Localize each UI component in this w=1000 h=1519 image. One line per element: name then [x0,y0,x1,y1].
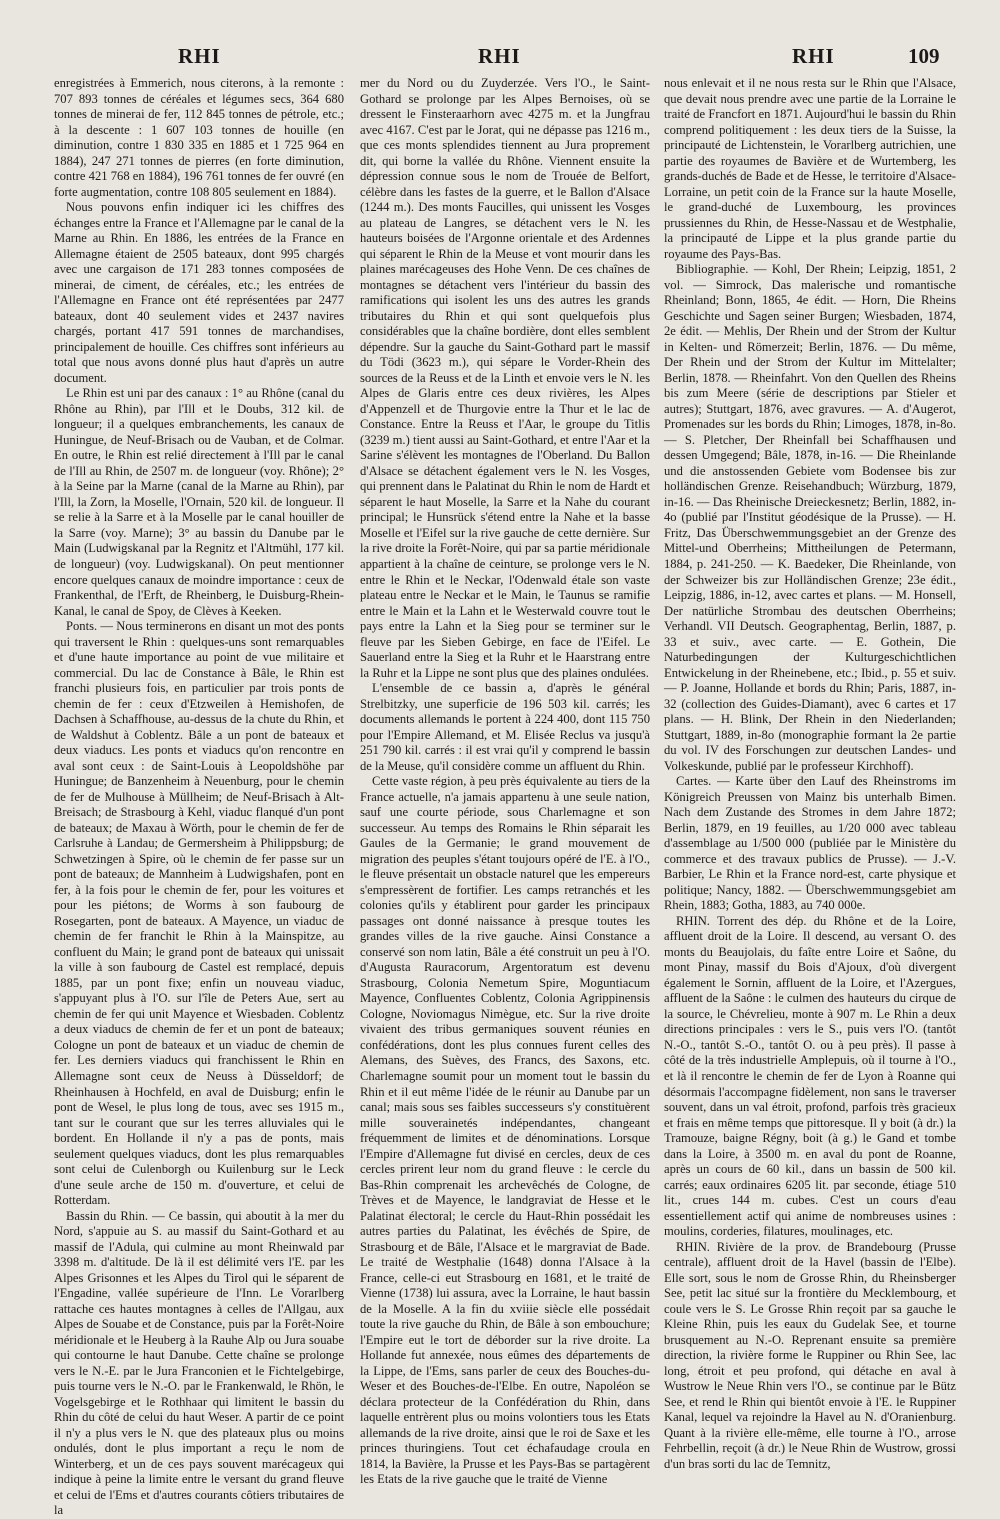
paragraph: Cette vaste région, à peu près équivalente au tiers de la France actuelle, n'a jamais appartenu à une seule nation, sauf une courte période, sous Charlemagne et son successeur. Au temps des Romains le Rhin séparait les Gaules de la Germanie; le grand mouvement de migration des peuples s'étant toujours opéré de l'E. à l'O., le fleuve présentait un obstacle naturel que les empereurs s'empressèrent de fortifier. Les camps retranchés et les colonies qu'ils y établirent pour garder les principaux passages ont donné naissance à presque toutes les grandes villes de la rive gauche. Ainsi Constance a conservé son nom latin, Bâle a été construit un peu à l'O. d'Augusta Rauracorum, Argentoratum est devenu Strasbourg, Colonia Nemetum Spire, Moguntiacum Mayence, Confluentes Coblentz, Colonia Agrippinensis Cologne, Noviomagus Nimègue, etc. Sur la rive droite vivaient des tribus germaniques souvent réunies en confédérations, dont les plus connues furent celles des Alemans, des Suèves, des Francs, des Saxons, etc. Charlemagne soumit pour un moment tout le bassin du Rhin et il eut même l'idée de le réunir au Danube par un canal; mais sous ses faibles successeurs s'y constituèrent mille souverainetés indépendantes, changeant fréquemment de limites et de dénominations. Lorsque l'Empire d'Allemagne fut divisé en cercles, deux de ces cercles prirent leur nom du grand fleuve : le cercle du Bas-Rhin comprenait les archevêchés de Cologne, de Trèves et de Mayence, le landgraviat de Hesse et le Palatinat électoral; le cercle du Haut-Rhin possédait les autres parties du Palatinat, les évêchés de Spire, de Strasbourg et de Bâle, l'Alsace et le margraviat de Bade. Le traité de Westphalie (1648) donna l'Alsace à la France, celle-ci eut Strasbourg en 1681, et le traité de Vienne (1738) lui assura, avec la Lorraine, le haut bassin de la Moselle. A la fin du xviiie siècle elle possédait toute la rive gauche du Rhin, de Bâle à son embouchure; l'Empire eut le tort de déborder sur la rive droite. La Hollande fut annexée, nous eûmes des départements de la Lippe, de l'Ems, sans parler de ceux des Bouches-du-Weser et des Bouches-de-l'Elbe. En outre, Napoléon se déclara protecteur de la Confédération du Rhin, dans laquelle entrèrent plus ou moins volontiers tous les Etats allemands de la rive droite, ainsi que le roi de Saxe et les princes thuringiens. Tout cet échafaudage croula en 1814, la Bavière, la Prusse et les Pays-Bas se partagèrent les Etats de la rive gauche que le traité de Vienne [360,774,650,1487]
paragraph: mer du Nord ou du Zuyderzée. Vers l'O., le Saint-Gothard se prolonge par les Alpes Bernoises, où se dressent le Finsteraarhorn avec 4275 m. et la Jungfrau avec 4167. C'est par le Jorat, qui ne dépasse pas 1216 m., que ces monts splendides tiennent au Jura proprement dit, qui borne la vallée du Rhône. Viennent ensuite la dépression connue sous le nom de Trouée de Belfort, célèbre dans les fastes de la guerre, et le Ballon d'Alsace (1244 m.). Des monts Faucilles, qui unissent les Vosges au plateau de Langres, se détachent vers le N. les hauteurs boisées de l'Argonne orientale et des Ardennes qui séparent le Rhin de la Meuse et vont mourir dans les plaines marécageuses des Hohe Venn. De ces chaînes de montagnes se détachent vers l'intérieur du bassin des ramifications qui isolent les uns des autres les grands tributaires du Rhin et qui sont quelquefois plus considérables que la chaîne bordière, dont elles semblent dépendre. Sur la gauche du Saint-Gothard part le massif du Tödi (3623 m.), qui sépare le Vorder-Rhein des sources de la Reuss et de la Linth et envoie vers le N. les Alpes de Glaris entre ces deux rivières, les Alpes d'Appenzell et de Thurgovie entre la Thur et le lac de Constance. Entre la Reuss et l'Aar, le groupe du Titlis (3239 m.) tient aussi au Saint-Gothard, et entre l'Aar et la Sarine s'élèvent les montagnes de l'Oberland. Du Ballon d'Alsace se détachent également vers le N. les Vosges, qui prennent dans le Palatinat du Rhin le nom de Hardt et séparent le haut Moselle, la Sarre et la Nahe du courant principal; le Hunsrück s'étend entre la Nahe et la basse Moselle et l'Eifel sur la rive gauche de cette dernière. Sur la rive droite la Forêt-Noire, qui par sa partie méridionale appartient à la chaîne de ceinture, se prolonge vers le N. entre le Rhin et le Neckar, l'Odenwald étale son vaste plateau entre le Neckar et le Main, le Taunus se ramifie entre le Main et la Lahn et le Westerwald couvre tout le pays entre la Lahn et la Sieg pour se terminer sur le fleuve par les Sieben Gebirge, en face de l'Eifel. Le Sauerland entre la Sieg et la Ruhr et le Haarstrang entre la Ruhr et la Lippe ne sont plus que des plaines ondulées. [360,76,650,680]
maps-paragraph: Cartes. — Karte über den Lauf des Rheinstroms im Königreich Preussen von Mainz bis unterhalb Bimen. Nach dem Zustande des Stromes in dem Jahre 1872; Berlin, 1879, en 19 feuilles, au 1/20 000 avec tableau d'assemblage au 1/500 000 (publiée par le Ministère du commerce et des travaux publics de Prusse). — J.-V. Barbier, Le Rhin et la France nord-est, carte physique et politique; Nancy, 1882. — Überschwemmungsgebiet am Rhein, 1883; Gotha, 1883, au 740 000e. [664,774,956,913]
paragraph: enregistrées à Emmerich, nous citerons, à la remonte : 707 893 tonnes de céréales et légumes secs, 364 680 tonnes de minerai de fer, 112 845 tonnes de pétrole, etc.; à la descente : 1 607 103 tonnes de houille (en diminution, contre 1 830 335 en 1885 et 1 725 964 en 1884), 247 271 tonnes de pierres (en forte diminution, contre 421 768 en 1884), 196 761 tonnes de fer ouvré (en forte augmentation, contre 108 805 seulement en 1884). [54,76,344,199]
text-column-right [664,76,956,1471]
running-header [0,44,1000,68]
paragraph: nous enlevait et il ne nous resta sur le Rhin que l'Alsace, que devait nous prendre avec une partie de la Lorraine le traité de Francfort en 1871. Aujourd'hui le bassin du Rhin comprend politiquement : les deux tiers de la Suisse, la principauté de Lichtenstein, le Vorarlberg autrichien, une partie des royaumes de Bavière et de Wurtemberg, les grands-duchés de Bade et de Hesse, le territoire d'Alsace-Lorraine, un petit coin de la France sur la haute Moselle, le grand-duché de Luxembourg, les provinces prussiennes du Rhin, de Hesse-Nassau et de Westphalie, la principauté de Lippe et la plus grande partie du royaume des Pays-Bas. [664,76,956,261]
text-column-middle [360,76,650,1487]
running-head-left: RHI [178,44,221,68]
paragraph: Bassin du Rhin. — Ce bassin, qui aboutit à la mer du Nord, s'appuie au S. au massif du Saint-Gothard et au massif de l'Adula, qui culmine au mont Rheinwald par 3398 m. d'altitude. De là il est délimité vers l'E. par les Alpes Grisonnes et les Alpes du Tirol qui le séparent de l'Engadine, vallée supérieure de l'Inn. Le Vorarlberg rattache ces hautes montagnes à celles de l'Allgau, aux Alpes de Souabe et de Constance, puis par la Forêt-Noire méridionale et le Heuberg à la Rauhe Alp ou Jura souabe qui contourne le haut Danube. Cette chaîne se prolonge vers le N.-E. par le Jura Franconien et le Fichtelgebirge, puis tourne vers le N.-O. par le Frankenwald, le Rhön, le Vogelsgebirge et le Rothhaar qui limitent le bassin du Rhin du côté de celui du haut Weser. A partir de ce point il n'y a plus vers le N. que des plateaux plus ou moins ondulés, dont le plus important a reçu le nom de Winterberg, et un de ces pays souvent marécageux qui indique à peine la limite entre le versant du grand fleuve et celui de l'Ems et d'autres courants côtiers tributaires de la [54,1208,344,1518]
paragraph: L'ensemble de ce bassin a, d'après le général Strelbitzky, une superficie de 196 503 kil. carrés; les documents allemands le portent à 224 400, dont 115 750 pour l'Empire Allemand, et M. Elisée Reclus va jusqu'à 251 790 kil. carrés : il est vrai qu'il y comprend le bassin de la Meuse, qu'il considère comme un affluent du Rhin. [360,681,650,773]
bibliography-paragraph: Bibliographie. — Kohl, Der Rhein; Leipzig, 1851, 2 vol. — Simrock, Das malerische und romantische Rheinland; Bonn, 1865, 4e édit. — Horn, Die Rheins Geschichte und Sagen seiner Burgen; Wiesbaden, 1874, 2e édit. — Mehlis, Der Rhein und der Strom der Kultur in Kelten- und Römerzeit; Berlin, 1876. — Du même, Der Rhein und der Strom der Kultur im Mittelalter; Berlin, 1878. — Rheinfahrt. Von den Quellen des Rheins bis zum Meere (série de descriptions par Stieler et autres); Stuttgart, 1876, avec gravures. — A. d'Augerot, Promenades sur les bords du Rhin; Limoges, 1878, in-8o. — S. Pletcher, Der Rheinfall bei Schaffhausen und dessen Umgegend; Bâle, 1878, in-16. — Die Rheinlande und die anstossenden Gebiete vom Bodensee bis zur holländischen Grenze. Reisehandbuch; Würzburg, 1879, in-16. — Das Rheinische Dreieckesnetz; Berlin, 1882, in-4o (publié par l'Institut géodésique de la Prusse). — H. Fritz, Das Überschwemmungsgebiet an der Grenze des Mittel-und Oberrheins; Mittheilungen de Petermann, 1884, p. 241-250. — K. Baedeker, Die Rheinlande, von der Schweizer bis zur Holländischen Grenze; 23e édit., Leipzig, 1886, in-12, avec cartes et plans. — M. Honsell, Der natürliche Strombau des deutschen Oberrheins; Verhandl. VII Deutsch. Geographentag, Berlin, 1887, p. 33 et suiv., avec carte. — E. Gothein, Die Naturbedingungen der Kulturgeschichtlichen Entwickelung in der Rheinebene, etc.; Ibid., p. 55 et suiv. — P. Joanne, Hollande et bords du Rhin; Paris, 1887, in-32 (collection des Guides-Diamant), avec 6 cartes et 17 plans. — H. Blink, Der Rhein in den Niederlanden; Stuttgart, 1889, in-8o (monographie formant la 2e partie du vol. IV des Forschungen zur deutschen Landes- und Volkeskunde, publié par le professeur Kirchhoff). [664,262,956,773]
paragraph: Ponts. — Nous terminerons en disant un mot des ponts qui traversent le Rhin : quelques-uns sont remarquables et d'une haute importance au point de vue militaire et commercial. Du lac de Constance à Bâle, le Rhin est franchi plusieurs fois, en particulier par trois ponts de chemin de fer : ceux d'Etzweilen à Hemishofen, de Dachsen à Schaffhouse, au-dessus de la chute du Rhin, et de Waldshut à Coblentz. Bâle a un pont de bateaux et deux viaducs. Les ponts et viaducs qu'on rencontre en aval sont ceux : de Saint-Louis à Leopoldshöhe par Huningue; de Banzenheim à Neuenburg, pour le chemin de fer de Mulhouse à Müllheim; de Neuf-Brisach à Alt-Breisach; de Strasbourg à Kehl, viaduc flanqué d'un pont de bateaux; de Maxau à Wörth, pour le chemin de fer de Carlsruhe à Landau; de Germersheim à Philippsburg; de Schwetzingen à Spire, où le chemin de fer passe sur un pont de bateaux; de Mannheim à Ludwigshafen, pont en fer, à la fois pour le chemin de fer, pour les voitures et pour les piétons; de Worms à son faubourg de Rosegarten, pont de bateaux. A Mayence, un viaduc de chemin de fer franchit le Rhin à la Mainspitze, au confluent du Main; le grand pont de bateaux qui unissait la ville à son faubourg de Castel est remplacé, depuis 1885, par un pont fixe; enfin un nouveau viaduc, s'appuyant plus à l'O. sur l'île de Peters Aue, sert au chemin de fer qui unit Mayence et Wiesbaden. Coblentz a deux viaducs de chemin de fer et un pont de bateaux; Cologne un pont de bateaux et un viaduc de chemin de fer. Les derniers viaducs qui franchissent le Rhin en Allemagne sont ceux de Neuss à Düsseldorf; de Rheinhausen à Hochfeld, en aval de Duisburg; enfin le pont de Wesel, le plus long de tous, avec ses 1915 m., tant sur le courant que sur les terres alluviales qui le bordent. En Hollande il n'y a pas de ponts, mais seulement quelques viaducs, dont les plus remarquables sont celui de Culenborgh ou Kuilenburg sur le Leck d'une seule arche de 150 m. d'ouverture, et celui de Rotterdam. [54,619,344,1208]
running-head-right: RHI [792,44,835,68]
entry-rhin-loire: RHIN. Torrent des dép. du Rhône et de la Loire, affluent droit de la Loire. Il descend, au versant O. des monts du Beaujolais, du faîte entre Loire et Saône, du mont Pinay, massif du Bois d'Ajoux, d'où divergent également le Sornin, affluent de la Loire, et l'Azergues, affluent de la Saône : le culmen des hauteurs du cirque de la source, le Chévrelieu, monte à 907 m. Le Rhin a deux directions principales : vers le S., puis vers l'O. (tantôt N.-O., tantôt S.-O., tantôt O. ou à peu près). Il passe à côté de la très industrielle Amplepuis, où il tourne à l'O., et là il rencontre le chemin de fer de Lyon à Roanne qui désormais l'accompagne fidèlement, non sans le traverser souvent, dans un val étroit, profond, parfois très gracieux et frais en même temps que pittoresque. Il y boit (à dr.) la Tramouze, baigne Régny, boit (à g.) le Gand et tombe dans la Loire, à 3500 m. en aval du pont de Roanne, après un cours de 60 kil., dans un bassin de 500 kil. carrés; eaux ordinaires 6205 lit. par seconde, étiage 510 lit., crues 144 m. cubes. C'est un cours d'eau essentiellement actif qui anime de nombreuses usines : moulins, corderies, filatures, moulinages, etc. [664,913,956,1239]
paragraph: Nous pouvons enfin indiquer ici les chiffres des échanges entre la France et l'Allemagne par le canal de la Marne au Rhin. En 1886, les entrées de la France en Allemagne étaient de 2505 bateaux, dont 995 chargés avec une cargaison de 171 283 tonnes composées de minerai, de ciment, de céréales, etc.; les entrées de l'Allemagne en France ont été représentées par 2477 bateaux, dont 40 seulement vides et 2437 navires chargés, portant 417 591 tonnes de marchandises, principalement de houille. Ces chiffres sont inférieurs au total que nous avons donné plus haut d'après un autre document. [54,200,344,385]
entry-rhin-brandebourg: RHIN. Rivière de la prov. de Brandebourg (Prusse centrale), affluent droit de la Havel (bassin de l'Elbe). Elle sort, sous le nom de Grosse Rhin, du Rheinsberger See, petit lac situé sur la frontière du Mecklembourg, et coule vers le S. Le Grosse Rhin reçoit par sa gauche le Kleine Rhin, puis les eaux du Gudelak See, et tourne brusquement au N.-O. Reprenant ensuite sa première direction, la rivière forme le Ruppiner ou Rhin See, lac long, étroit et peu profond, qui détache en aval à Wustrow le Neue Rhin vers l'O., se continue par le Bütz See, et rend le Rhin qui bientôt envoie à l'E. le Ruppiner Kanal, lequel va rejoindre la Havel au N. d'Oranienburg. Quant à la rivière elle-même, elle tourne à l'O., arrose Fehrbellin, reçoit (à dr.) le Neue Rhin de Wustrow, grossi d'un bras sorti du lac de Temnitz, [664,1239,956,1471]
running-head-center: RHI [478,44,521,68]
page-number: 109 [908,44,940,68]
text-column-left [54,76,344,1518]
paragraph: Le Rhin est uni par des canaux : 1° au Rhône (canal du Rhône au Rhin), par l'Ill et le Doubs, 312 kil. de longueur; il a quelques embranchements, les canaux de Huningue, de Neuf-Brisach ou de Vauban, et de Colmar. En outre, le Rhin est relié directement à l'Ill par le canal de l'Ill au Rhin, de 2507 m. de longueur (voy. Rhône); 2° à la Seine par la Marne (canal de la Marne au Rhin), par l'Ill, la Zorn, la Moselle, l'Ornain, 520 kil. de longueur. Il se relie à la Sarre et à la Moselle par le canal houiller de la Sarre (voy. Marne); 3° au bassin du Danube par le Main (Ludwigskanal par la Regnitz et l'Altmühl, 177 kil. de longueur) (voy. Ludwigskanal). On peut mentionner encore quelques canaux de moindre importance : ceux de Frankenthal, de l'Erft, de Rheinberg, le Duisburg-Rhein-Kanal, le canal de Spoy, de Clèves à Keeken. [54,386,344,618]
